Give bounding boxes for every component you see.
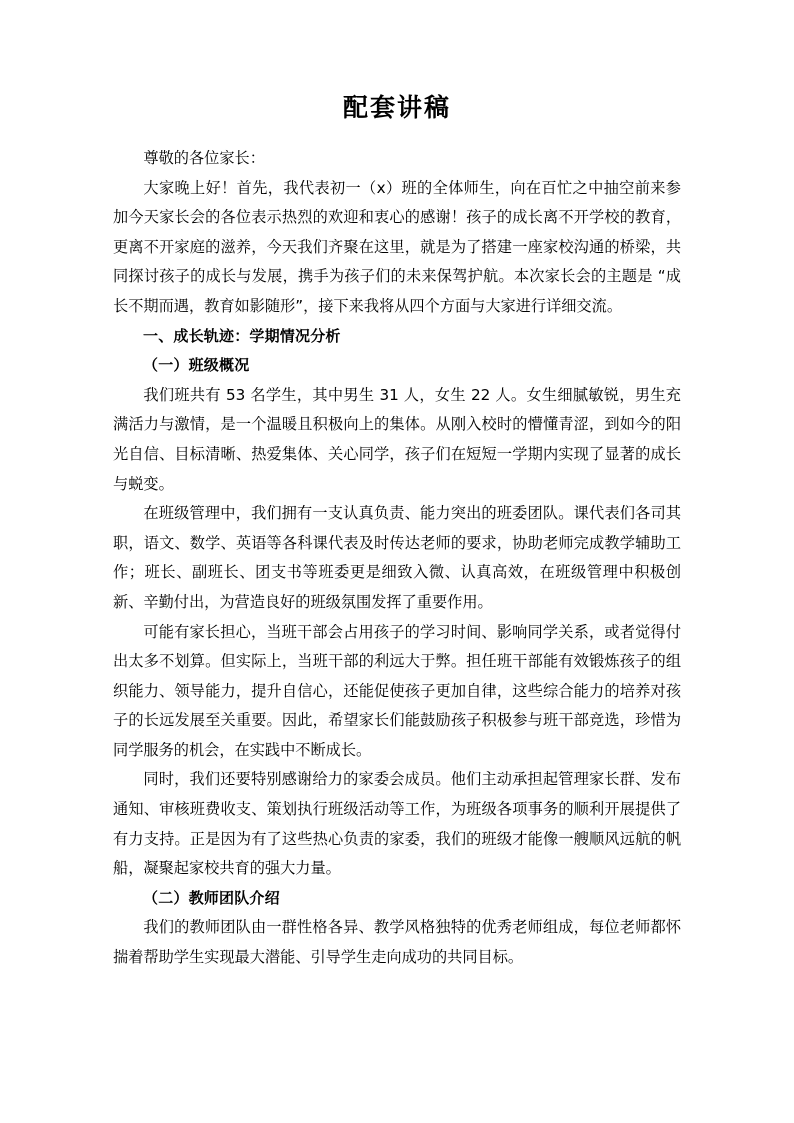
page-title: 配套讲稿 — [342, 93, 451, 122]
class-committee-paragraph: 在班级管理中，我们拥有一支认真负责、能力突出的班委团队。课代表们各司其职，语文、数学、英语等各科课代表及时传达老师的要求，协助老师完成教学辅助工作；班长、副班长、团支书等班委更是细致入微、认真高效，在班级管理中积极创新、辛勤付出，为营造良好的班级氛围发挥了重要作用。 — [113, 504, 681, 611]
class-overview-paragraph: 我们班共有 53 名学生，其中男生 31 人，女生 22 人。女生细腻敏锐，男生充满活力与激情，是一个温暖且积极向上的集体。从刚入校时的懵懂青涩，到如今的阳光自信、目标清晰、热爱集体、关心同学，孩子们在短短一学期内实现了显著的成长与蜕变。 — [113, 385, 681, 493]
subsection-heading-teacher-team: （二）教师团队介绍 — [143, 888, 280, 907]
class-cadre-benefits-paragraph: 可能有家长担心，当班干部会占用孩子的学习时间、影响同学关系，或者觉得付出太多不划算。但实际上，当班干部的利远大于弊。担任班干部能有效锻炼孩子的组织能力、领导能力，提升自信心，还能促使孩子更加自律，这些综合能力的培养对孩子的长远发展至关重要。因此，希望家长们能鼓励孩子积极参与班干部竞选，珍惜为同学服务的机会，在实践中不断成长。 — [113, 622, 681, 759]
parent-committee-paragraph: 同时，我们还要特别感谢给力的家委会成员。他们主动承担起管理家长群、发布通知、审核班费收支、策划执行班级活动等工作，为班级各项事务的顺利开展提供了有力支持。正是因为有了这些热心负责的家委，我们的班级才能像一艘顺风远航的帆船，凝聚起家校共育的强大力量。 — [113, 770, 681, 878]
document-body — [113, 88, 681, 973]
section-heading-growth-trajectory: 一、成长轨迹：学期情况分析 — [143, 326, 341, 345]
salutation-line: 尊敬的各位家长： — [143, 149, 265, 167]
opening-paragraph: 大家晚上好！首先，我代表初一（x）班的全体师生，向在百忙之中抽空前来参加今天家长会的各位表示热烈的欢迎和衷心的感谢！孩子的成长离不开学校的教育，更离不开家庭的滋养，今天我们齐聚在这里，就是为了搭建一座家校沟通的桥梁，共同探讨孩子的成长与发展，携手为孩子们的未来保驾护航。本次家长会的主题是 “成长不期而遇，教育如影随形”，接下来我将从四个方面与大家进行详细交流。 — [113, 178, 681, 315]
subsection-heading-class-overview: （一）班级概况 — [143, 356, 250, 375]
teacher-team-paragraph: 我们的教师团队由一群性格各异、教学风格独特的优秀老师组成，每位老师都怀揣着帮助学生实现最大潜能、引导学生走向成功的共同目标。 — [113, 918, 681, 967]
